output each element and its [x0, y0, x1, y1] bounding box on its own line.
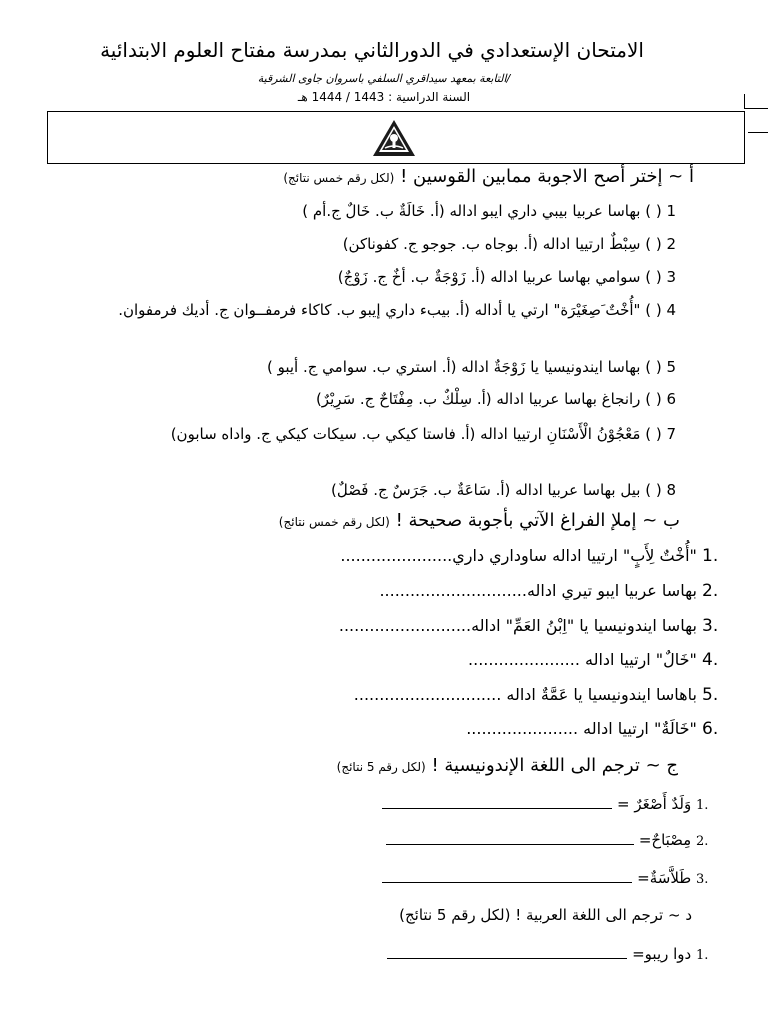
section-a-note: (لكل رقم خمس نتائج): [283, 171, 395, 185]
question-1: 1 ( ) بهاسا عربيا بيبي داري ايبو اداله (أ. خَالَةٌ ب. خَالٌ ج.أم ): [302, 202, 676, 220]
item-number: .6: [702, 719, 719, 739]
item-number: .2: [702, 581, 719, 601]
section-b-title: ب ~ إملإ الفراغ الآتي بأجوبة صحيحة !: [395, 510, 680, 531]
school-affiliation: /التابعة بمعهد سيداقري السلفي باسروان جاوى الشرقية: [257, 72, 511, 85]
item-text: بهاسا ايندونيسيا يا "اِبْنُ العَمِّ" اداله..........................: [338, 616, 697, 635]
section-c-title: ج ~ ترجم الى اللغة الإندونيسية !: [431, 755, 678, 776]
answer-line[interactable]: [382, 794, 612, 809]
translate-arabic-item-1: [387, 944, 722, 963]
item-number: .3: [696, 872, 709, 887]
translate-item-1: [382, 794, 722, 813]
section-a-title: أ ~ إختر أصح الاجوبة ممابين القوسين !: [400, 166, 694, 187]
item-text: وَلَدٌ أَصْغَرٌ =: [617, 795, 692, 813]
fill-item-5: [354, 685, 732, 705]
item-text: "خَالٌ" ارتييا اداله ......................: [468, 650, 697, 669]
academic-year: السنة الدراسية : 1443 / 1444 هـ: [297, 90, 471, 104]
item-number: .1: [696, 948, 709, 963]
fill-item-4: [468, 650, 732, 670]
item-number: .3: [702, 616, 719, 636]
fill-item-1: [340, 546, 732, 566]
question-8: 8 ( ) بيل بهاسا عربيا اداله (أ. سَاعَةٌ ب. جَرَسٌ ج. فَصْلٌ): [331, 481, 676, 499]
answer-line[interactable]: [386, 830, 634, 845]
section-c-heading: [337, 755, 678, 776]
question-7: 7 ( ) مَعْجُوْنُ الْأَسْنَانِ ارتييا اداله (أ. فاستا كيكي ب. سيكات كيكي ج. واداه سابون): [170, 425, 676, 443]
translate-item-3: [382, 868, 722, 887]
item-text: "أُخْتٌ لِأَبٍ" ارتييا اداله ساوداري داري......................: [340, 546, 697, 565]
item-number: .2: [696, 834, 709, 849]
section-a-heading: [283, 166, 694, 187]
school-emblem-icon: [371, 118, 417, 158]
logo-box: [47, 111, 745, 164]
fill-item-3: [339, 616, 732, 636]
item-number: .1: [696, 798, 709, 813]
fill-item-2: [379, 581, 732, 601]
question-3: 3 ( ) سوامي بهاسا عربيا اداله (أ. زَوْجَةٌ ب. أخٌ ج. زَوْجٌ): [337, 268, 676, 286]
fill-item-6: [466, 719, 732, 739]
translate-item-2: [386, 830, 722, 849]
answer-line[interactable]: [387, 944, 627, 959]
item-text: "خَالَةٌ" ارتييا اداله ......................: [466, 719, 697, 738]
item-number: .4: [702, 650, 719, 670]
question-6: 6 ( ) رانجاغ بهاسا عربيا اداله (أ. سِلْكٌ ب. مِفْتَاحٌ ج. سَرِيْرٌ): [315, 390, 676, 408]
question-2: 2 ( ) سِبْطٌ ارتييا اداله (أ. بوجاه ب. جوجو ج. كفوناكن): [342, 235, 676, 253]
section-c-note: (لكل رقم 5 نتائج): [336, 760, 426, 774]
item-text: باهاسا ايندونيسيا يا عَمَّةٌ اداله .............................: [353, 685, 697, 704]
question-4: 4 ( ) "أُخْتٌ َصِغَيْرَة" ارتي يا أداله (أ. بيبء داري إيبو ب. كاكاء فرمفــوان ج. أديك فرمفوان.: [118, 301, 676, 319]
section-d-heading: د ~ ترجم الى اللغة العربية ! (لكل رقم 5 نتائج): [399, 906, 692, 924]
question-5: 5 ( ) بهاسا ايندونيسيا يا زَوْجَةٌ اداله (أ. استري ب. سوامي ج. أيبو ): [266, 358, 676, 376]
item-text: طَلاَّسَةٌ=: [637, 869, 692, 887]
section-b-note: (لكل رقم خمس نتائج): [278, 515, 390, 529]
item-number: .5: [702, 685, 719, 705]
item-text: مِصْبَاحٌ=: [638, 831, 692, 849]
answer-line[interactable]: [382, 868, 632, 883]
edge-mark: [744, 94, 768, 109]
item-number: .1: [702, 546, 719, 566]
item-text: دوا ريبو=: [632, 945, 692, 963]
section-b-heading: [279, 510, 680, 531]
item-text: بهاسا عربيا ايبو تيري اداله.............................: [379, 581, 697, 600]
exam-title: الامتحان الإستعدادي في الدورالثاني بمدرسة مفتاح العلوم الابتدائية: [100, 38, 644, 62]
edge-mark: [748, 132, 768, 133]
